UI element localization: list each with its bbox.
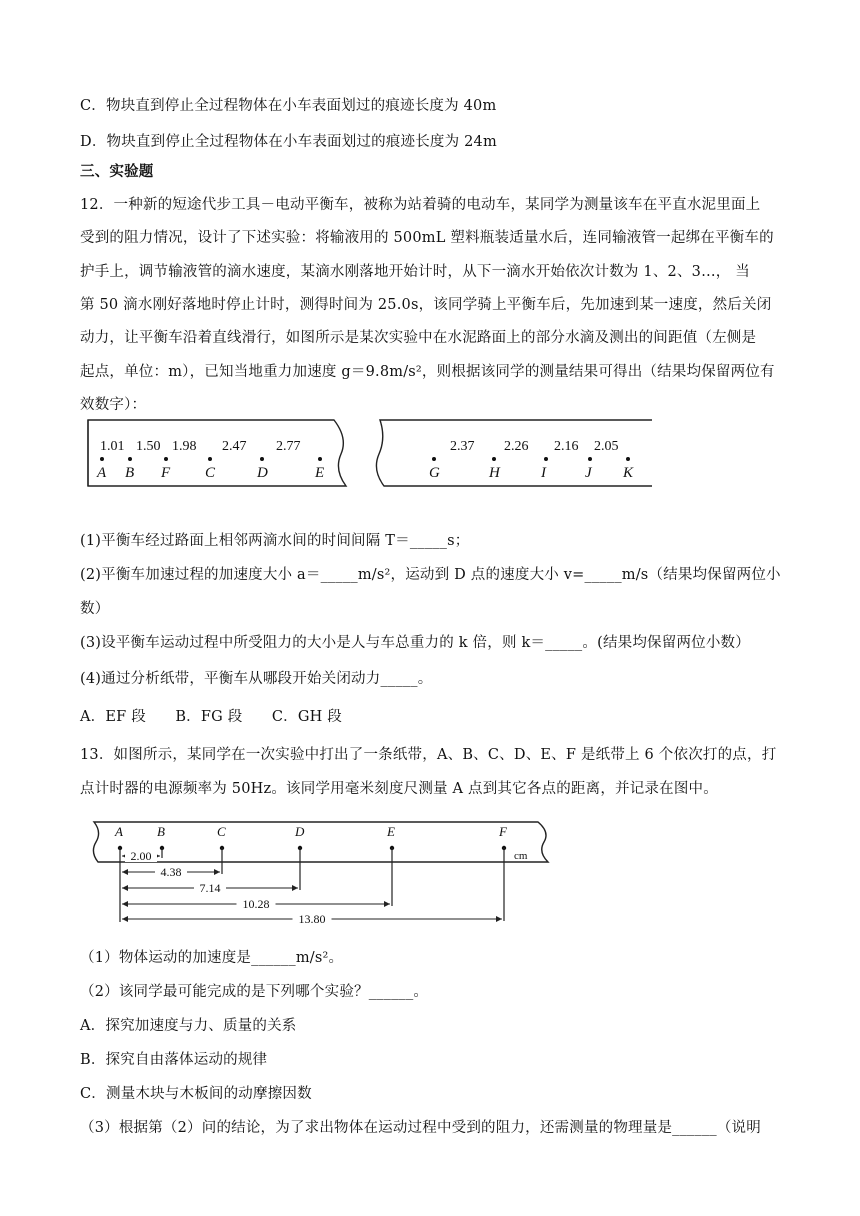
- point-label: G: [429, 465, 440, 481]
- water-drop-point: [208, 457, 212, 461]
- q13-sub-3: （3）根据第（2）问的结论，为了求出物体在运动过程中受到的阻力，还需测量的物理量是______（说明: [80, 1120, 761, 1136]
- q12-line-6: 起点，单位：m），已知当地重力加速度 g＝9.8m/s²，则根据该同学的测量结果可得出（结果均保留两位有: [80, 364, 775, 380]
- point-label: A: [97, 465, 107, 481]
- point-label: E: [315, 465, 325, 481]
- tape-point-label: E: [387, 824, 395, 839]
- tape-point-label: A: [115, 824, 123, 839]
- gap-value-label: 2.26: [504, 439, 529, 454]
- distance-label: 4.38: [160, 865, 182, 879]
- q12-line-3: 护手上，调节输液管的滴水速度，某滴水刚落地开始计时，从下一滴水开始依次计数为 1、2、3…， 当: [80, 264, 750, 280]
- distance-label: 2.00: [130, 849, 152, 863]
- point-label: H: [489, 465, 500, 481]
- gap-value-label: 2.37: [450, 439, 475, 454]
- distance-label: 10.28: [242, 897, 270, 911]
- water-drop-point: [544, 457, 548, 461]
- point-label: D: [257, 465, 268, 481]
- point-label: F: [161, 465, 171, 481]
- q12-sub-3: (3)设平衡车运动过程中所受阻力的大小是人与车总重力的 k 倍，则 k＝_____。(结果均保留两位小数）: [80, 635, 750, 651]
- water-drop-point: [588, 457, 592, 461]
- water-drop-point: [492, 457, 496, 461]
- gap-value-label: 1.98: [172, 439, 197, 454]
- unit-label: cm: [514, 850, 528, 862]
- water-drop-point: [100, 457, 104, 461]
- q12-sub-2a: (2)平衡车加速过程的加速度大小 a＝_____m/s²，运动到 D 点的速度大小 v=_____m/s（结果均保留两位小: [80, 567, 781, 583]
- q12-sub-1: (1)平衡车经过路面上相邻两滴水间的时间间隔 T＝_____s；: [80, 533, 470, 549]
- point-label: J: [585, 465, 592, 481]
- tape-point-label: F: [499, 824, 507, 839]
- q12-line-5: 动力，让平衡车沿着直线滑行，如图所示是某次实验中在水泥路面上的部分水滴及测出的间距值（左侧是: [80, 330, 757, 346]
- q13-option-a: A．探究加速度与力、质量的关系: [80, 1018, 297, 1034]
- q13-option-c: C．测量木块与木板间的动摩擦因数: [80, 1086, 312, 1102]
- water-drop-figure: [86, 418, 656, 490]
- water-drop-point: [128, 457, 132, 461]
- gap-value-label: 1.01: [100, 439, 125, 454]
- point-label: I: [541, 465, 546, 481]
- option-c: C．物块直到停止全过程物体在小车表面划过的痕迹长度为 40m: [80, 98, 497, 114]
- water-drop-point: [626, 457, 630, 461]
- gap-value-label: 2.47: [222, 439, 247, 454]
- q12-line-4: 第 50 滴水刚好落地时停止计时，测得时间为 25.0s，该同学骑上平衡车后，先加速到某一速度，然后关闭: [80, 297, 772, 313]
- q13-sub-2: （2）该同学最可能完成的是下列哪个实验？______。: [80, 984, 429, 1000]
- point-label: C: [205, 465, 216, 481]
- point-label: B: [125, 465, 135, 481]
- water-drop-point: [164, 457, 168, 461]
- gap-value-label: 2.05: [594, 439, 619, 454]
- water-drop-point: [432, 457, 436, 461]
- q12-line-7: 效数字）：: [80, 397, 147, 413]
- q12-options: A．EF 段 B．FG 段 C．GH 段: [80, 709, 342, 725]
- tape-point-label: B: [157, 824, 165, 839]
- q12-sub-4: (4)通过分析纸带，平衡车从哪段开始关闭动力_____。: [80, 671, 433, 687]
- option-d: D．物块直到停止全过程物体在小车表面划过的痕迹长度为 24m: [80, 134, 497, 150]
- distance-label: 7.14: [199, 881, 221, 895]
- paper-tape-figure: [86, 818, 552, 924]
- q12-line-2: 受到的阻力情况，设计了下述实验：将输液用的 500mL 塑料瓶装适量水后，连同输液管一起绑在平衡车的: [80, 230, 774, 246]
- gap-value-label: 2.77: [276, 439, 301, 454]
- point-label: K: [623, 465, 634, 481]
- water-drop-point: [260, 457, 264, 461]
- q13-sub-1: （1）物体运动的加速度是______m/s²。: [80, 950, 344, 966]
- gap-value-label: 2.16: [554, 439, 579, 454]
- tape-point-label: C: [217, 824, 226, 839]
- q13-line-2: 点计时器的电源频率为 50Hz。该同学用毫米刻度尺测量 A 点到其它各点的距离，并记录在图中。: [80, 781, 718, 797]
- q12-sub-2b: 数）: [80, 601, 110, 617]
- q13-line-1: 13．如图所示，某同学在一次实验中打出了一条纸带，A、B、C、D、E、F 是纸带上 6 个依次打的点，打: [80, 747, 777, 763]
- gap-value-label: 1.50: [136, 439, 161, 454]
- section-heading: 三、实验题: [80, 163, 154, 180]
- distance-label: 13.80: [298, 912, 326, 924]
- water-drop-point: [318, 457, 322, 461]
- q13-option-b: B．探究自由落体运动的规律: [80, 1052, 268, 1068]
- tape-point-label: D: [295, 824, 305, 839]
- q12-line-1: 12．一种新的短途代步工具－电动平衡车，被称为站着骑的电动车，某同学为测量该车在平直水泥里面上: [80, 197, 761, 213]
